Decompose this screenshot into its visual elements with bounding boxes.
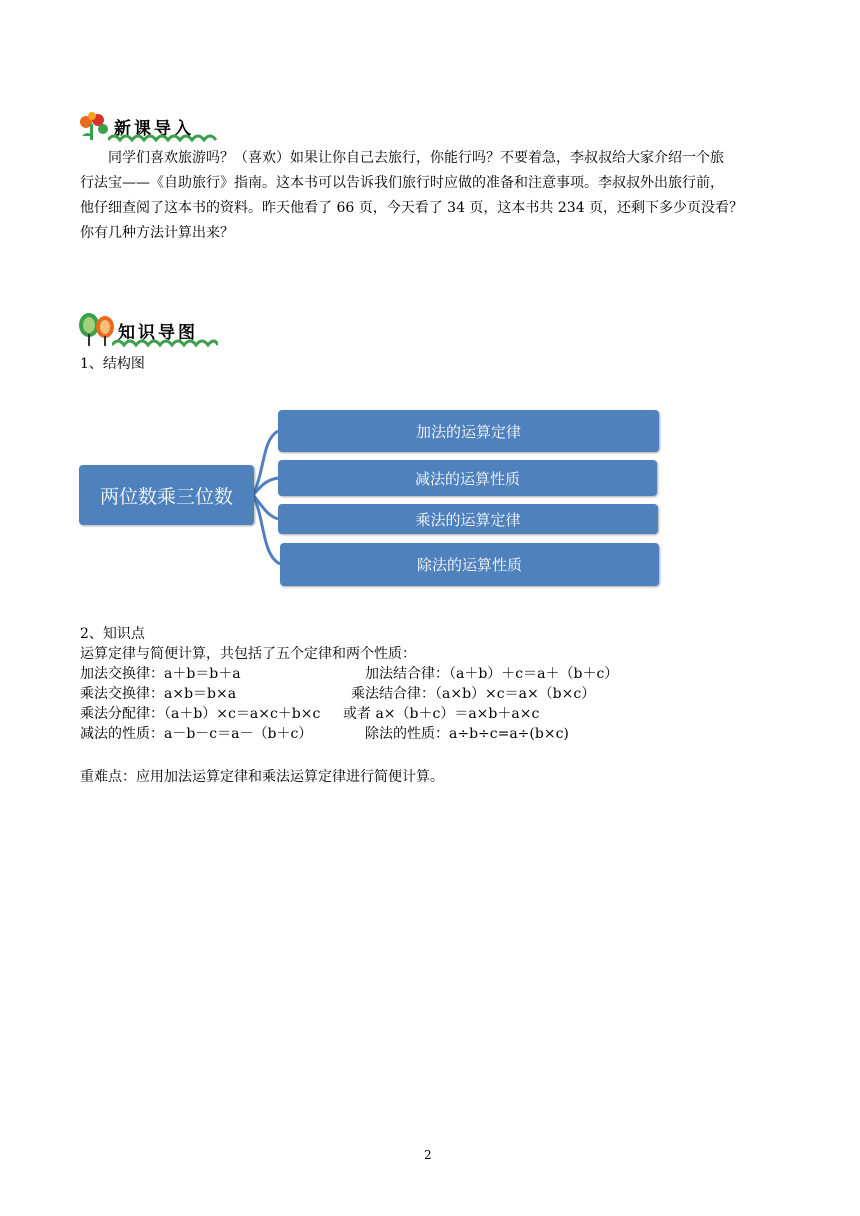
connector-line — [253, 431, 278, 495]
node-label: 乘法的运算定律 — [415, 510, 521, 529]
law-text: 加法结合律：（a＋b）＋c＝a＋（b＋c） — [365, 666, 619, 682]
paragraph-line: 同学们喜欢旅游吗？（喜欢）如果让你自己去旅行，你能行吗？不要着急，李叔叔给大家介绍一个旅 — [108, 150, 724, 166]
law-text: 或者 a×（b＋c）＝a×b＋a×c — [343, 706, 540, 722]
node-label: 加法的运算定律 — [415, 422, 521, 441]
paragraph-line: 他仔细查阅了这本书的资料。昨天他看了 66 页，今天看了 34 页，这本书共 234 页，还剩下多少页没看？ — [80, 200, 744, 216]
diagram-root-node — [79, 465, 254, 525]
diagram-branch-node — [278, 460, 657, 496]
structure-diagram — [0, 0, 860, 600]
node-label: 两位数乘三位数 — [99, 485, 233, 508]
paragraph-line: 行法宝——《自助旅行》指南。这本书可以告诉我们旅行时应做的准备和注意事项。李叔叔外出旅行前， — [80, 175, 724, 191]
law-text: 除法的性质：a÷b÷c=a÷(b×c) — [365, 726, 569, 742]
diagram-branch-node — [278, 410, 659, 452]
law-text: 乘法交换律：a×b＝b×a — [80, 686, 237, 702]
diagram-branch-node — [278, 504, 658, 534]
diagram-branch-node — [280, 543, 659, 586]
node-label: 除法的运算性质 — [416, 556, 522, 574]
node-label: 减法的运算性质 — [414, 469, 520, 488]
section-title: 知识导图 — [118, 323, 198, 343]
law-text: 加法交换律：a＋b＝b＋a — [80, 666, 241, 682]
law-text: 减法的性质：a－b－c＝a－（b＋c） — [80, 726, 313, 742]
connector-line — [253, 495, 280, 564]
paragraph-line: 你有几种方法计算出来？ — [80, 225, 234, 241]
knowledge-intro: 运算定律与简便计算，共包括了五个定律和两个性质： — [80, 646, 416, 662]
key-points: 重难点：应用加法运算定律和乘法运算定律进行简便计算。 — [80, 769, 444, 785]
page-number: 2 — [424, 1148, 432, 1162]
section-title: 新课导入 — [114, 119, 194, 139]
law-text: 乘法结合律：（a×b）×c＝a×（b×c） — [351, 686, 596, 702]
subtitle-structure-diagram: 1、结构图 — [80, 356, 145, 372]
law-text: 乘法分配律：（a＋b）×c＝a×c＋b×c — [80, 706, 321, 722]
subtitle-knowledge-points: 2、知识点 — [80, 626, 145, 642]
